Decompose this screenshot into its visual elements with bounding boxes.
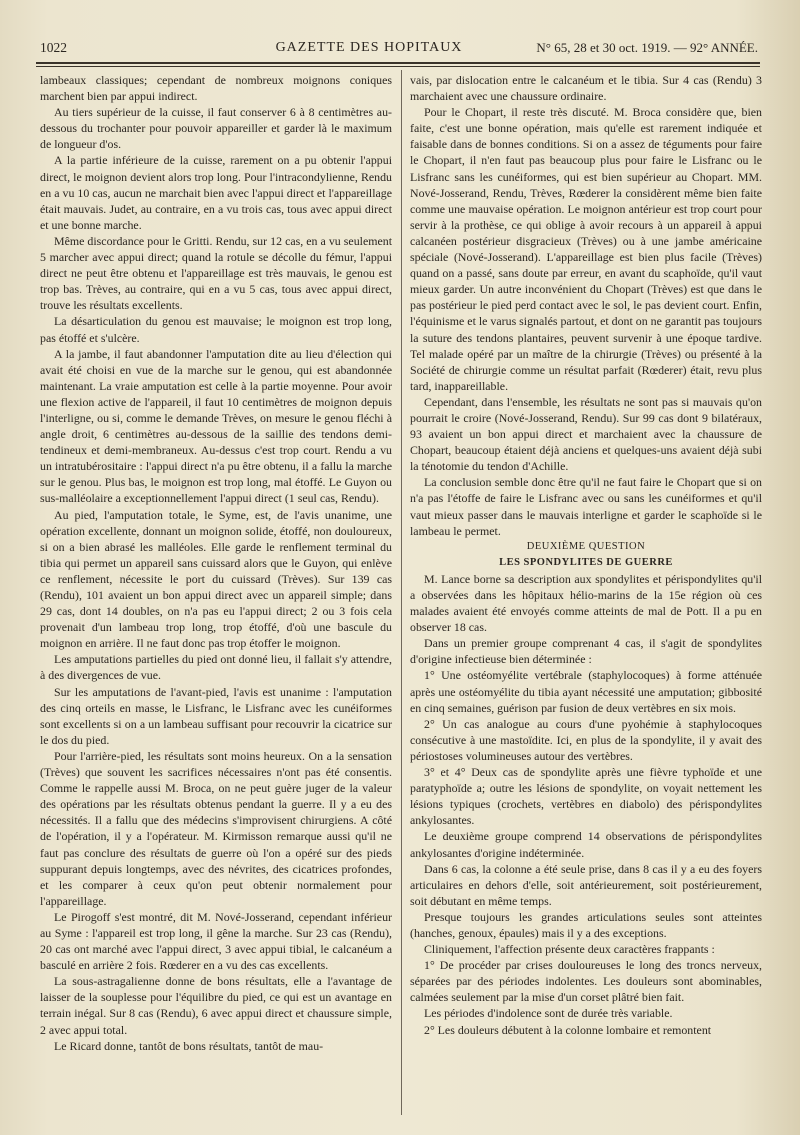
section-label: DEUXIÈME QUESTION: [526, 540, 646, 552]
right-column: [410, 72, 762, 1038]
paragraph: La conclusion semble donc être qu'il ne faut faire le Chopart que si on n'a pas l'étoffe de faire le Lisfranc avec ou sans les cunéiformes et qu'il vaut mieux passer dans le mauvais interligne et garder le scaphoïde si le lambeau le permet.: [410, 475, 762, 538]
paragraph: Le deuxième groupe comprend 14 observations de périspondylites ankylosantes d'origine indéterminée.: [410, 829, 762, 860]
paragraph: 3° et 4° Deux cas de spondylite après une fièvre typhoïde et une paratyphoïde a; outre les lésions de spondylite, on voyait nettement les lésions typiques (crochets, vertèbres en diabolo) des périspondylites ankylosantes.: [410, 765, 762, 828]
paragraph: 1° De procéder par crises douloureuses le long des troncs nerveux, séparées par des périodes indolentes. Les douleurs sont abominables, calmées seulement par la mise d'un corset plâtré bien fait.: [410, 958, 762, 1005]
column-separator: [401, 70, 402, 1115]
paragraph: Le Pirogoff s'est montré, dit M. Nové-Josserand, cependant inférieur au Syme : l'appareil est trop long, il gêne la marche. Sur 23 cas (Rendu), 20 cas ont marché avec l'appui direct, 3 avec appui tibial, le calcanéum a basculé en arrière 2 fois. Rœderer en a vu des cas excellents.: [40, 909, 392, 973]
paragraph: La désarticulation du genou est mauvaise; le moignon est trop long, pas étoffé et s'ulcère.: [40, 314, 392, 345]
paragraph: Presque toujours les grandes articulations seules sont atteintes (hanches, genoux, épaules) mais il y a des exceptions.: [410, 909, 762, 940]
issue-info: N° 65, 28 et 30 oct. 1919. — 92° ANNÉE.: [536, 40, 758, 55]
paragraph: 1° Une ostéomyélite vertébrale (staphylocoques) à forme atténuée après une ostéomyélite du tibia ayant nécessité une amputation; gibbosité en cinq semaines, guérison par fusion de deux vertèbres en six mois.: [410, 668, 762, 715]
paragraph: M. Lance borne sa description aux spondylites et périspondylites qu'il a observées dans les hôpitaux hélio-marins de la 15e région où ces malades avaient été envoyés comme atteints de mal de Pott. Il a pu en observer 18 cas.: [410, 571, 762, 635]
page-header: [40, 38, 758, 58]
section-title: LES SPONDYLITES DE GUERRE: [499, 556, 673, 568]
paragraph: Dans 6 cas, la colonne a été seule prise, dans 8 cas il y a eu des foyers articulaires en dehors d'elle, soit antérieurement, soit postérieurement, soit débutant en même temps.: [410, 861, 762, 908]
paragraph: lambeaux classiques; cependant de nombreux moignons coniques marchent bien par appui indirect.: [40, 73, 392, 104]
paragraph: 2° Un cas analogue au cours d'une pyohémie à staphylocoques consécutive à une mastoïdite. Ici, en plus de la spondylite, il y avait des périostoses volumineuses autour des vertèbres.: [410, 716, 762, 763]
paragraph: Au pied, l'amputation totale, le Syme, est, de l'avis unanime, une opération excellente, donnant un moignon solide, étoffé, non douloureux, si on a bien abrasé les malléoles. Elle garde le renflement terminal du tibia qui permet un appareil sans cuissard alors que le Guyon, qui enlève ce renflement, nécessite le port du cuissard (Trèves). Sur 139 cas (Rendu), 101 avaient un bon appui direct avec un appareil simple; dans 29 cas, dont 14 doubles, on n'a pas eu l'appui direct; 2 ou 3 fois cela provenait d'un lambeau trop long, trop étoffé, d'où une bascule du moignon en arrière. Il ne faut donc pas trop étoffer le moignon.: [40, 507, 392, 651]
journal-title: GAZETTE DES HOPITAUX: [275, 40, 463, 55]
paragraph: Cliniquement, l'affection présente deux caractères frappants :: [424, 942, 715, 957]
paragraph: Pour l'arrière-pied, les résultats sont moins heureux. On a la sensation (Trèves) que souvent les sacrifices nécessaires n'ont pas été consentis. Comme le rappelle aussi M. Broca, on ne peut guère juger de la valeur des opérations par les résultats obtenus pendant la guerre. Il y a eu des nécessités. Il a fallu que des médecins s'improvisent chirurgiens. A côté de l'opération, il y a l'opérateur. M. Kirmisson remarque aussi qu'il ne faut pas conclure des résultats de guerre où l'on a opéré sur des pieds suppurant depuis longtemps, avec des névrites, des cicatrices profondes, et les comparer à ceux qu'on peut obtenir normalement pour l'appareillage.: [40, 748, 392, 908]
paragraph: Cependant, dans l'ensemble, les résultats ne sont pas si mauvais qu'on pourrait le croire (Nové-Josserand, Rendu). Sur 99 cas dont 9 bilatéraux, 93 avaient un bon appui direct et marchaient avec la chaussure de Chopart, beaucoup étaient déjà anciens et quelques-uns avaient déjà subi la ténotomie du tendon d'Achille.: [410, 394, 762, 474]
paragraph: A la jambe, il faut abandonner l'amputation dite au lieu d'élection qui avait été choisi en vue de la marche sur le genou, qui est abandonnée maintenant. La vraie amputation est celle à la partie moyenne. Pour avoir une flexion active de l'appareil, il faut 10 centimètres de moignon depuis l'interligne, ou si, comme le demande Trèves, on mesure le genou fléchi à angle droit, 6 centimètres au-dessous de la saillie des tendons demi-tendineux et demi-membraneux. Au-dessus c'est trop court. Rendu a vu un intratubérositaire : l'appui direct n'a pu être obtenu, il a fallu la marche sur le genou. Plus bas, le moignon est trop long, mal étoffé. Le Guyon ou sus-malléolaire a exceptionnellement l'appui direct (1 seul cas, Rendu).: [40, 346, 392, 506]
page-number: 1022: [40, 40, 67, 55]
header-rule-thin: [36, 66, 760, 67]
paragraph: vais, par dislocation entre le calcanéum et le tibia. Sur 4 cas (Rendu) 3 marchaient avec une chaussure ordinaire.: [410, 73, 762, 104]
paragraph: La sous-astragalienne donne de bons résultats, elle a l'avantage de laisser de la souplesse pour l'équilibre du pied, ce qui est un avantage en terrain inégal. Sur 8 cas (Rendu), 6 avec appui direct et chaussure simple, 2 avec appui total.: [40, 974, 392, 1037]
paragraph: Pour le Chopart, il reste très discuté. M. Broca considère que, bien faite, c'est une bonne opération, mais qu'elle est rarement indiquée et faisable dans de bonnes conditions. Si on a assez de téguments pour faire le Chopart, il n'en faut pas beaucoup plus pour faire le Lisfranc ou le Lisfranc sans les cunéiformes, qui est bien supérieur au Chopart. MM. Nové-Josserand, Rendu, Trèves, Rœderer la considèrent même bien faite comme une mauvaise opération. Le moignon antérieur est trop court pour servir à la prothèse, ce qui oblige à avoir recours à un appareil à appui calcanéen postérieur disgracieux (Trèves) ou à une jambe américaine spéciale (Nové-Josserand). L'appareillage est bien plus facile (Trèves) quand on a passé, sans doute par erreur, en avant du scaphoïde, qu'il vaut mieux garder. Un autre inconvénient du Chopart (Trèves) est que dans le pas postérieur le pied perd contact avec le sol, le pas devient court. Enfin, l'équinisme et le varus signalés partout, et dont on ne garantit pas toujours la suture des tendons plantaires, peuvent survenir à une époque tardive. Tel malade opéré par un maître de la chirurgie (Trèves) ou présenté à la Société de chirurgie comme un résultat parfait (Rœderer) était, revu plus tard, inappareillable.: [410, 105, 762, 393]
paragraph: Même discordance pour le Gritti. Rendu, sur 12 cas, en a vu seulement 5 marcher avec appui direct; quand la rotule se décolle du fémur, l'appui direct ne peut être obtenu et l'appareillage est très mauvais, le genou est trop bas. Trèves, au contraire, qui en a vu 5 cas, tous avec appui direct, trouve les résultats excellents.: [40, 233, 392, 313]
paragraph: 2° Les douleurs débutent à la colonne lombaire et remontent: [424, 1022, 712, 1037]
left-column: [40, 72, 392, 1054]
paragraph: Au tiers supérieur de la cuisse, il faut conserver 6 à 8 centimètres au-dessous du trochanter pour pouvoir appareiller et garder là le maximum de longueur d'os.: [40, 105, 392, 152]
paragraph: Dans un premier groupe comprenant 4 cas, il s'agit de spondylites d'origine infectieuse bien déterminée :: [410, 636, 762, 667]
paragraph: Sur les amputations de l'avant-pied, l'avis est unanime : l'amputation des cinq orteils en masse, le Lisfranc, le Lisfranc avec les cunéiformes sont excellents si on a un lambeau suffisant pour recouvrir la cicatrice sur le dos du pied.: [40, 684, 392, 747]
paragraph: A la partie inférieure de la cuisse, rarement on a pu obtenir l'appui direct, le moignon devient alors trop long. Pour l'intracondylienne, Rendu en a vu 10 cas, aucun ne marchait bien avec l'appui direct et l'appareillage était mauvais. Judet, au contraire, en a vu trois cas, tous avec appui direct et une bonne marche.: [40, 153, 392, 232]
paragraph: Les périodes d'indolence sont de durée très variable.: [424, 1006, 673, 1021]
paragraph: Le Ricard donne, tantôt de bons résultats, tantôt de mau-: [54, 1038, 324, 1053]
header-rule: [36, 62, 760, 64]
paragraph: Les amputations partielles du pied ont donné lieu, il fallait s'y attendre, à des divergences de vue.: [40, 652, 392, 683]
